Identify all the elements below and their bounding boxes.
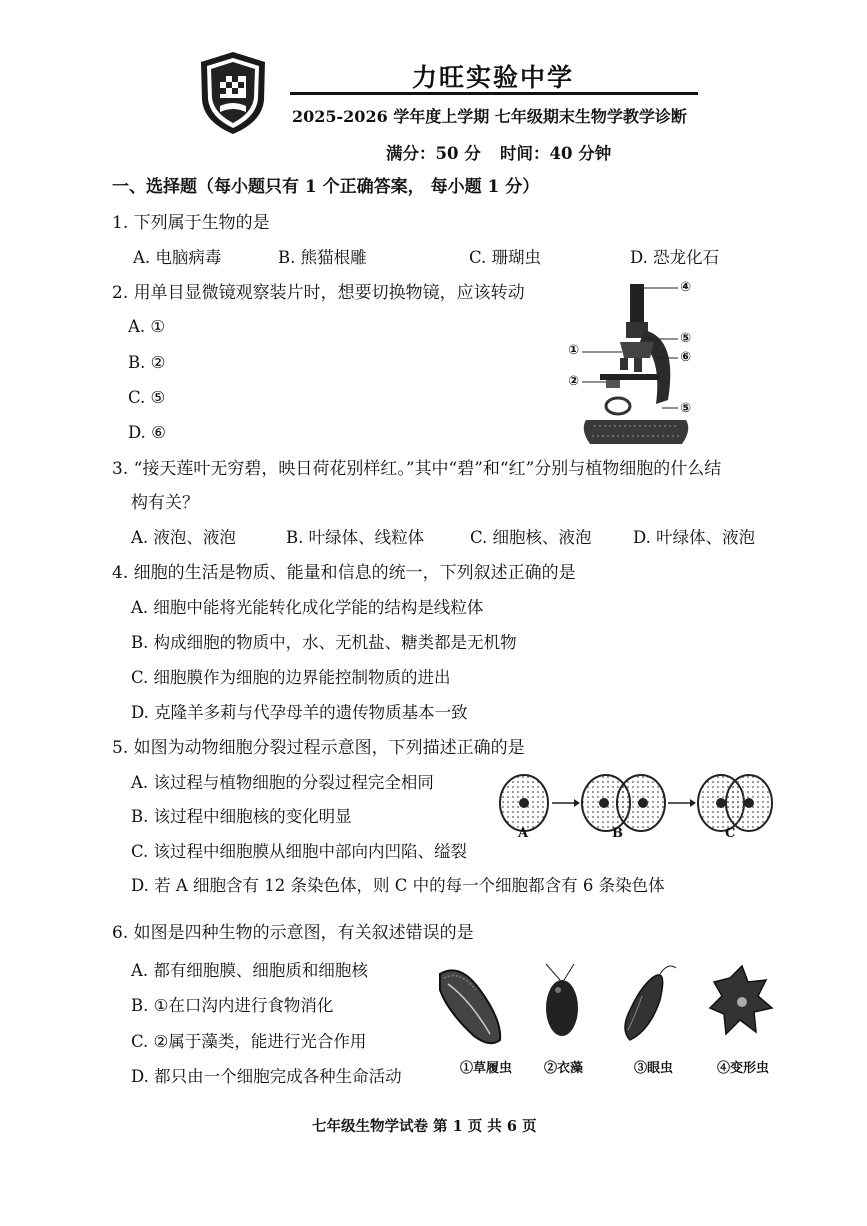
q2-stem: 2. 用单目显微镜观察装片时，想要切换物镜，应该转动	[112, 283, 525, 303]
q2-option-b[interactable]: B. ②	[128, 353, 166, 372]
q4-option-a[interactable]: A. 细胞中能将光能转化成化学能的结构是线粒体	[131, 598, 484, 617]
microscope-label-5-lower: ⑤	[680, 401, 692, 416]
q3-option-b[interactable]: B. 叶绿体、线粒体	[286, 528, 425, 547]
q6-option-c[interactable]: C. ②属于藻类，能进行光合作用	[131, 1032, 367, 1051]
organism-label-1: ①草履虫	[460, 1061, 513, 1076]
school-name: 力旺实验中学	[412, 63, 575, 92]
page-footer: 七年级生物学试卷 第 1 页 共 6 页	[312, 1118, 537, 1135]
q5-option-b[interactable]: B. 该过程中细胞核的变化明显	[131, 807, 352, 826]
q1-option-c[interactable]: C. 珊瑚虫	[469, 248, 542, 267]
microscope-label-4: ④	[680, 280, 692, 295]
full-score: 满分：50 分	[386, 144, 481, 163]
section-title: 一、选择题（每小题只有 1 个正确答案， 每小题 1 分）	[112, 177, 540, 197]
q4-stem: 4. 细胞的生活是物质、能量和信息的统一，下列叙述正确的是	[112, 563, 576, 583]
q2-option-d[interactable]: D. ⑥	[128, 423, 166, 442]
q2-option-c[interactable]: C. ⑤	[128, 388, 166, 407]
q2-option-a[interactable]: A. ①	[128, 317, 166, 336]
q6-option-b[interactable]: B. ①在口沟内进行食物消化	[131, 996, 334, 1015]
q6-option-d[interactable]: D. 都只由一个细胞完成各种生命活动	[131, 1067, 402, 1086]
q3-option-d[interactable]: D. 叶绿体、液泡	[633, 528, 756, 547]
exam-title: 2025-2026 学年度上学期 七年级期末生物学教学诊断	[292, 107, 687, 126]
organism-label-3: ③眼虫	[634, 1061, 674, 1076]
q3-stem-line1: 3. “接天莲叶无穷碧，映日荷花别样红。”其中“碧”和“红”分别与植物细胞的什么结	[112, 459, 722, 479]
microscope-label-2: ②	[568, 374, 580, 389]
q4-option-d[interactable]: D. 克隆羊多莉与代孕母羊的遗传物质基本一致	[131, 703, 468, 722]
q5-option-c[interactable]: C. 该过程中细胞膜从细胞中部向内凹陷、缢裂	[131, 842, 468, 861]
q1-option-b[interactable]: B. 熊猫根雕	[278, 248, 367, 267]
q1-stem: 1. 下列属于生物的是	[112, 213, 270, 233]
q3-stem-line2: 构有关？	[131, 493, 199, 513]
q4-option-b[interactable]: B. 构成细胞的物质中，水、无机盐、糖类都是无机物	[131, 633, 517, 652]
q1-option-d[interactable]: D. 恐龙化石	[630, 248, 720, 267]
header-rule	[290, 92, 698, 95]
q6-option-a[interactable]: A. 都有细胞膜、细胞质和细胞核	[131, 961, 368, 980]
q3-option-c[interactable]: C. 细胞核、液泡	[470, 528, 592, 547]
q5-option-d[interactable]: D. 若 A 细胞含有 12 条染色体，则 C 中的每一个细胞都含有 6 条染色体	[131, 876, 665, 895]
school-logo	[198, 50, 268, 136]
cell-label-b: B	[612, 826, 623, 841]
q6-stem: 6. 如图是四种生物的示意图，有关叙述错误的是	[112, 923, 474, 943]
organism-label-2: ②衣藻	[544, 1061, 584, 1076]
microscope-label-6: ⑥	[680, 350, 692, 365]
q1-option-a[interactable]: A. 电脑病毒	[133, 248, 222, 267]
q4-option-c[interactable]: C. 细胞膜作为细胞的边界能控制物质的进出	[131, 668, 451, 687]
organism-label-4: ④变形虫	[717, 1061, 770, 1076]
q3-option-a[interactable]: A. 液泡、液泡	[131, 528, 236, 547]
cell-label-a: A	[518, 826, 529, 841]
microscope-label-1: ①	[568, 343, 580, 358]
microscope-label-5-upper: ⑤	[680, 331, 692, 346]
q5-option-a[interactable]: A. 该过程与植物细胞的分裂过程完全相同	[131, 773, 434, 792]
exam-time: 时间：40 分钟	[500, 144, 612, 163]
q5-stem: 5. 如图为动物细胞分裂过程示意图，下列描述正确的是	[112, 738, 525, 758]
cell-division-figure	[496, 770, 778, 836]
microscope-figure	[566, 280, 706, 450]
organisms-figure	[430, 960, 790, 1052]
cell-label-c: C	[725, 826, 736, 841]
